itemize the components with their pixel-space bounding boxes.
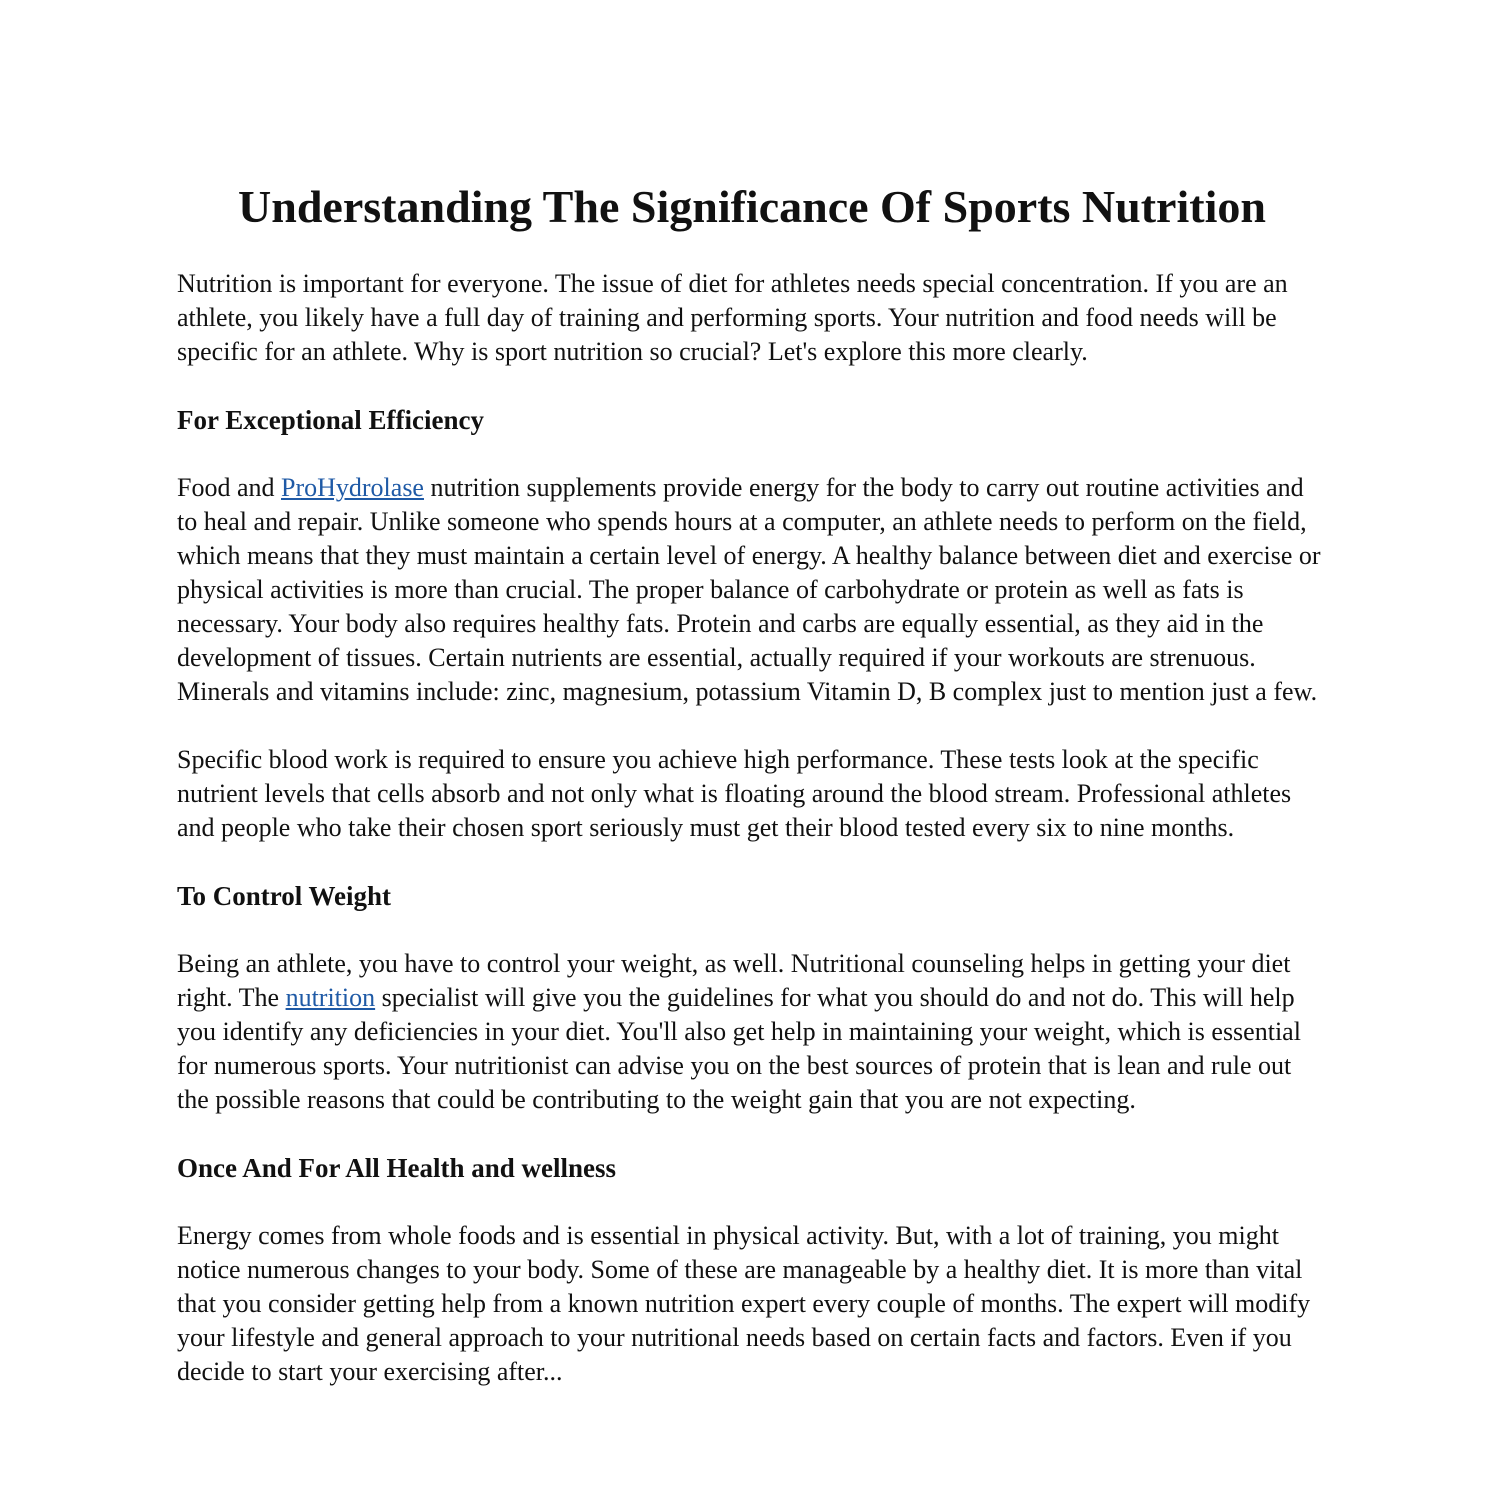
document-page xyxy=(177,180,1327,1423)
text-span: specialist will give you the guidelines for what you should do and not do. This will help you identify any deficiencies in your diet. You'll also get help in maintaining your weight, which is essential for numerous sports. Your nutritionist can advise you on the best sources of protein that is lean and rule out the possible reasons that could be contributing to the weight gain that you are not expecting. xyxy=(177,983,1301,1114)
page-title: Understanding The Significance Of Sports Nutrition xyxy=(238,181,1266,232)
health-paragraph: Energy comes from whole foods and is essential in physical activity. But, with a lot of training, you might notice numerous changes to your body. Some of these are manageable by a healthy diet. It is more than vital that you consider getting help from a known nutrition expert every couple of months. The expert will modify your lifestyle and general approach to your nutritional needs based on certain facts and factors. Even if you decide to start your exercising after... xyxy=(177,1221,1311,1386)
prohydrolase-link[interactable]: ProHydrolase xyxy=(281,473,424,502)
nutrition-link[interactable]: nutrition xyxy=(285,983,376,1012)
weight-paragraph xyxy=(177,947,1327,1117)
text-span: Being an athlete, you have to control your weight, as well. Nutritional counseling helps in getting your diet right. The xyxy=(177,949,1291,1012)
text-span: Food and xyxy=(177,473,281,502)
section-heading-weight: To Control Weight xyxy=(177,881,392,911)
efficiency-paragraph-2: Specific blood work is required to ensure you achieve high performance. These tests look at the specific nutrient levels that cells absorb and not only what is floating around the blood stream. Professional athletes and people who take their chosen sport seriously must get their blood tested every six to nine months. xyxy=(177,745,1292,842)
section-heading-efficiency: For Exceptional Efficiency xyxy=(177,405,484,435)
section-heading-health: Once And For All Health and wellness xyxy=(177,1153,617,1183)
efficiency-paragraph-1 xyxy=(177,471,1327,709)
intro-paragraph: Nutrition is important for everyone. The issue of diet for athletes needs special concentration. If you are an athlete, you likely have a full day of training and performing sports. Your nutrition and food needs will be specific for an athlete. Why is sport nutrition so crucial? Let's explore this more clearly. xyxy=(177,269,1288,366)
text-span: nutrition supplements provide energy for the body to carry out routine activities and to heal and repair. Unlike someone who spends hours at a computer, an athlete needs to perform on the field, which means that they must maintain a certain level of energy. A healthy balance between diet and exercise or physical activities is more than crucial. The proper balance of carbohydrate or protein as well as fats is necessary. Your body also requires healthy fats. Protein and carbs are equally essential, as they aid in the development of tissues. Certain nutrients are essential, actually required if your workouts are strenuous. Minerals and vitamins include: zinc, magnesium, potassium Vitamin D, B complex just to mention just a few. xyxy=(177,473,1321,706)
